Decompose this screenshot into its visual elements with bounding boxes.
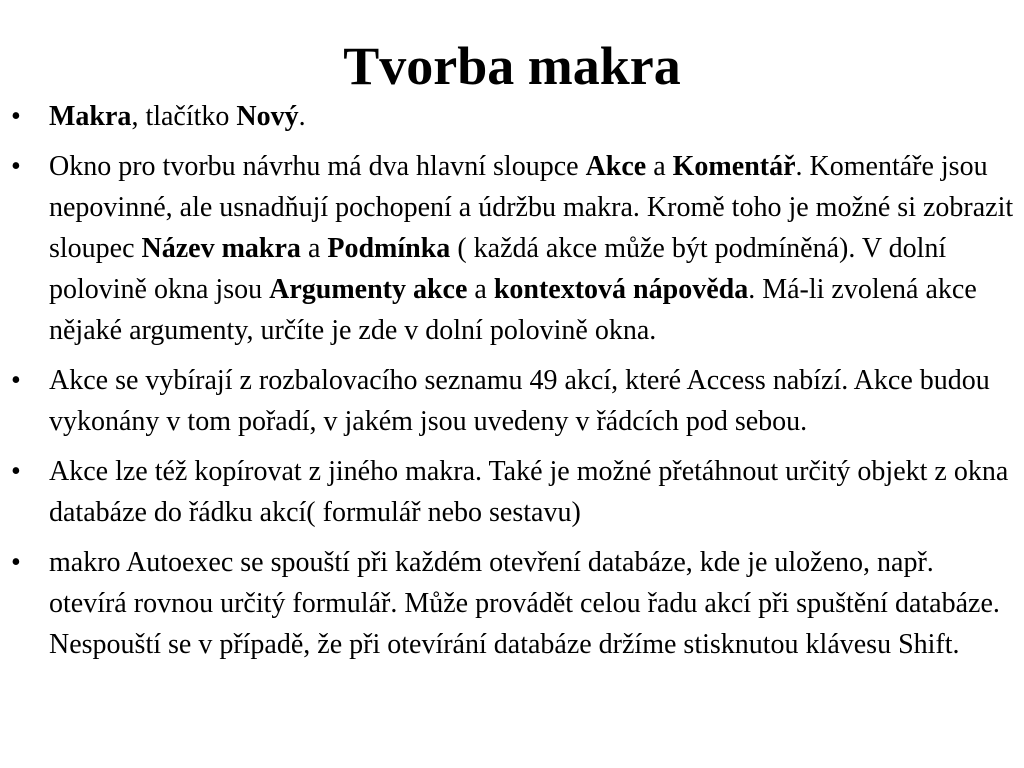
bullet-item bbox=[0, 451, 1024, 533]
bullet-text: . bbox=[298, 101, 306, 132]
bullet-text-bold: Nový bbox=[236, 101, 299, 132]
bullet-marker: • bbox=[11, 547, 21, 578]
bullet-item bbox=[0, 96, 1024, 137]
bullet-text: makro Autoexec se spouští při každém otevření databáze, kde je uloženo, např. otevírá rovnou určitý formulář. Může provádět celou řadu akcí při spuštění databáze. Nespouští se v případě, že při otevírání databáze držíme stisknutou klávesu Shift. bbox=[49, 547, 1000, 660]
bullet-marker: • bbox=[11, 101, 21, 132]
bullet-text: a bbox=[467, 274, 494, 305]
bullet-text: , tlačítko bbox=[131, 101, 237, 132]
bullet-text: . Má-li zvolená akce nějaké argumenty, určíte je zde v dolní polovině okna. bbox=[49, 274, 977, 346]
bullet-text-bold: Akce bbox=[585, 151, 647, 182]
bullet-text: ( každá akce může být podmíněná). V dolní polovině okna jsou bbox=[49, 233, 947, 305]
bullet-text: Okno pro tvorbu návrhu má dva hlavní sloupce bbox=[49, 151, 586, 182]
bullet-item bbox=[0, 542, 1024, 665]
bullet-text-bold: Podmínka bbox=[327, 233, 451, 264]
bullet-text-bold: Makra bbox=[49, 101, 132, 132]
bullet-text: Akce se vybírají z rozbalovacího seznamu 49 akcí, které Access nabízí. Akce budou vykonány v tom pořadí, v jakém jsou uvedeny v řádcích pod sebou. bbox=[49, 365, 990, 437]
bullet-text: a bbox=[300, 233, 328, 264]
bullet-marker: • bbox=[11, 365, 21, 396]
bullet-text: a bbox=[646, 151, 673, 182]
bullet-text-bold: Komentář bbox=[672, 151, 796, 182]
bullet-item bbox=[0, 146, 1024, 351]
bullet-text: Akce lze též kopírovat z jiného makra. Také je možné přetáhnout určitý objekt z okna databáze do řádku akcí( formulář nebo sestavu) bbox=[49, 456, 1009, 528]
bullet-marker: • bbox=[11, 151, 21, 182]
bullet-item bbox=[0, 360, 1024, 442]
bullet-text: . Komentáře jsou nepovinné, ale usnadňují pochopení a údržbu makra. Kromě toho je možné si zobrazit sloupec bbox=[49, 151, 1014, 264]
bullet-list bbox=[0, 96, 1024, 674]
bullet-text-bold: Název makra bbox=[141, 233, 301, 264]
bullet-marker: • bbox=[11, 456, 21, 487]
bullet-text-bold: Argumenty akce bbox=[269, 274, 468, 305]
bullet-text-bold: kontextová nápověda bbox=[493, 274, 749, 305]
slide-title: Tvorba makra bbox=[343, 36, 681, 96]
